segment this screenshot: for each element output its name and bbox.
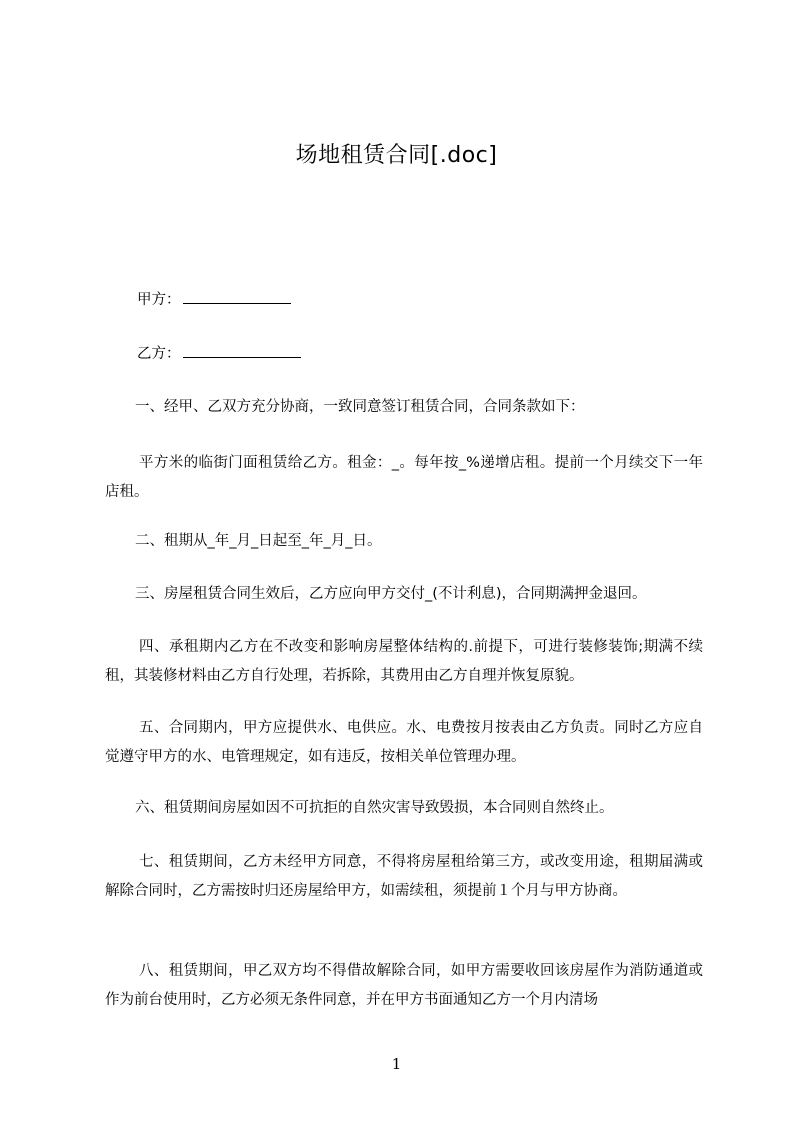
clause-1: 一、经甲、乙双方充分协商，一致同意签订租赁合同，合同条款如下：: [135, 399, 585, 415]
page-number: 1: [391, 1055, 402, 1073]
clause-area-rent: 平方米的临街门面租赁给乙方。租金：_。每年按_%递增店租。提前一个月续交下一年店租。: [105, 455, 703, 500]
clause-3: 三、房屋租赁合同生效后，乙方应向甲方交付_(不计利息)，合同期满押金退回。: [135, 586, 647, 602]
clause-8: 八、租赁期间，甲乙双方均不得借故解除合同，如甲方需要收回该房屋作为消防通道或作为前台使用时，乙方必须无条件同意，并在甲方书面通知乙方一个月内清场: [105, 963, 703, 1008]
party-b-line: [137, 340, 697, 369]
clause-5: 五、合同期内，甲方应提供水、电供应。水、电费按月按表由乙方负责。同时乙方应自觉遵守甲方的水、电管理规定，如有违反，按相关单位管理办理。: [105, 720, 703, 765]
party-b-blank: [183, 343, 301, 358]
party-a-label: 甲方：: [137, 292, 181, 308]
clause-4: 四、承租期内乙方在不改变和影响房屋整体结构的.前提下，可进行装修装饰;期满不续租，其装修材料由乙方自行处理，若拆除，其费用由乙方自理并恢复原貌。: [105, 639, 703, 684]
document-title: 场地租赁合同[.doc]: [295, 143, 498, 168]
clause-2: 二、租期从_年_月_日起至_年_月_日。: [135, 533, 382, 549]
clause-6: 六、租赁期间房屋如因不可抗拒的自然灾害导致毁损，本合同则自然终止。: [135, 800, 614, 816]
party-a-blank: [183, 289, 291, 304]
clause-7: 七、租赁期间，乙方未经甲方同意，不得将房屋租给第三方，或改变用途，租期届满或解除合同时，乙方需按时归还房屋给甲方，如需续租，须提前１个月与甲方协商。: [105, 854, 703, 899]
party-b-label: 乙方：: [137, 346, 181, 362]
party-a-line: [137, 286, 697, 315]
